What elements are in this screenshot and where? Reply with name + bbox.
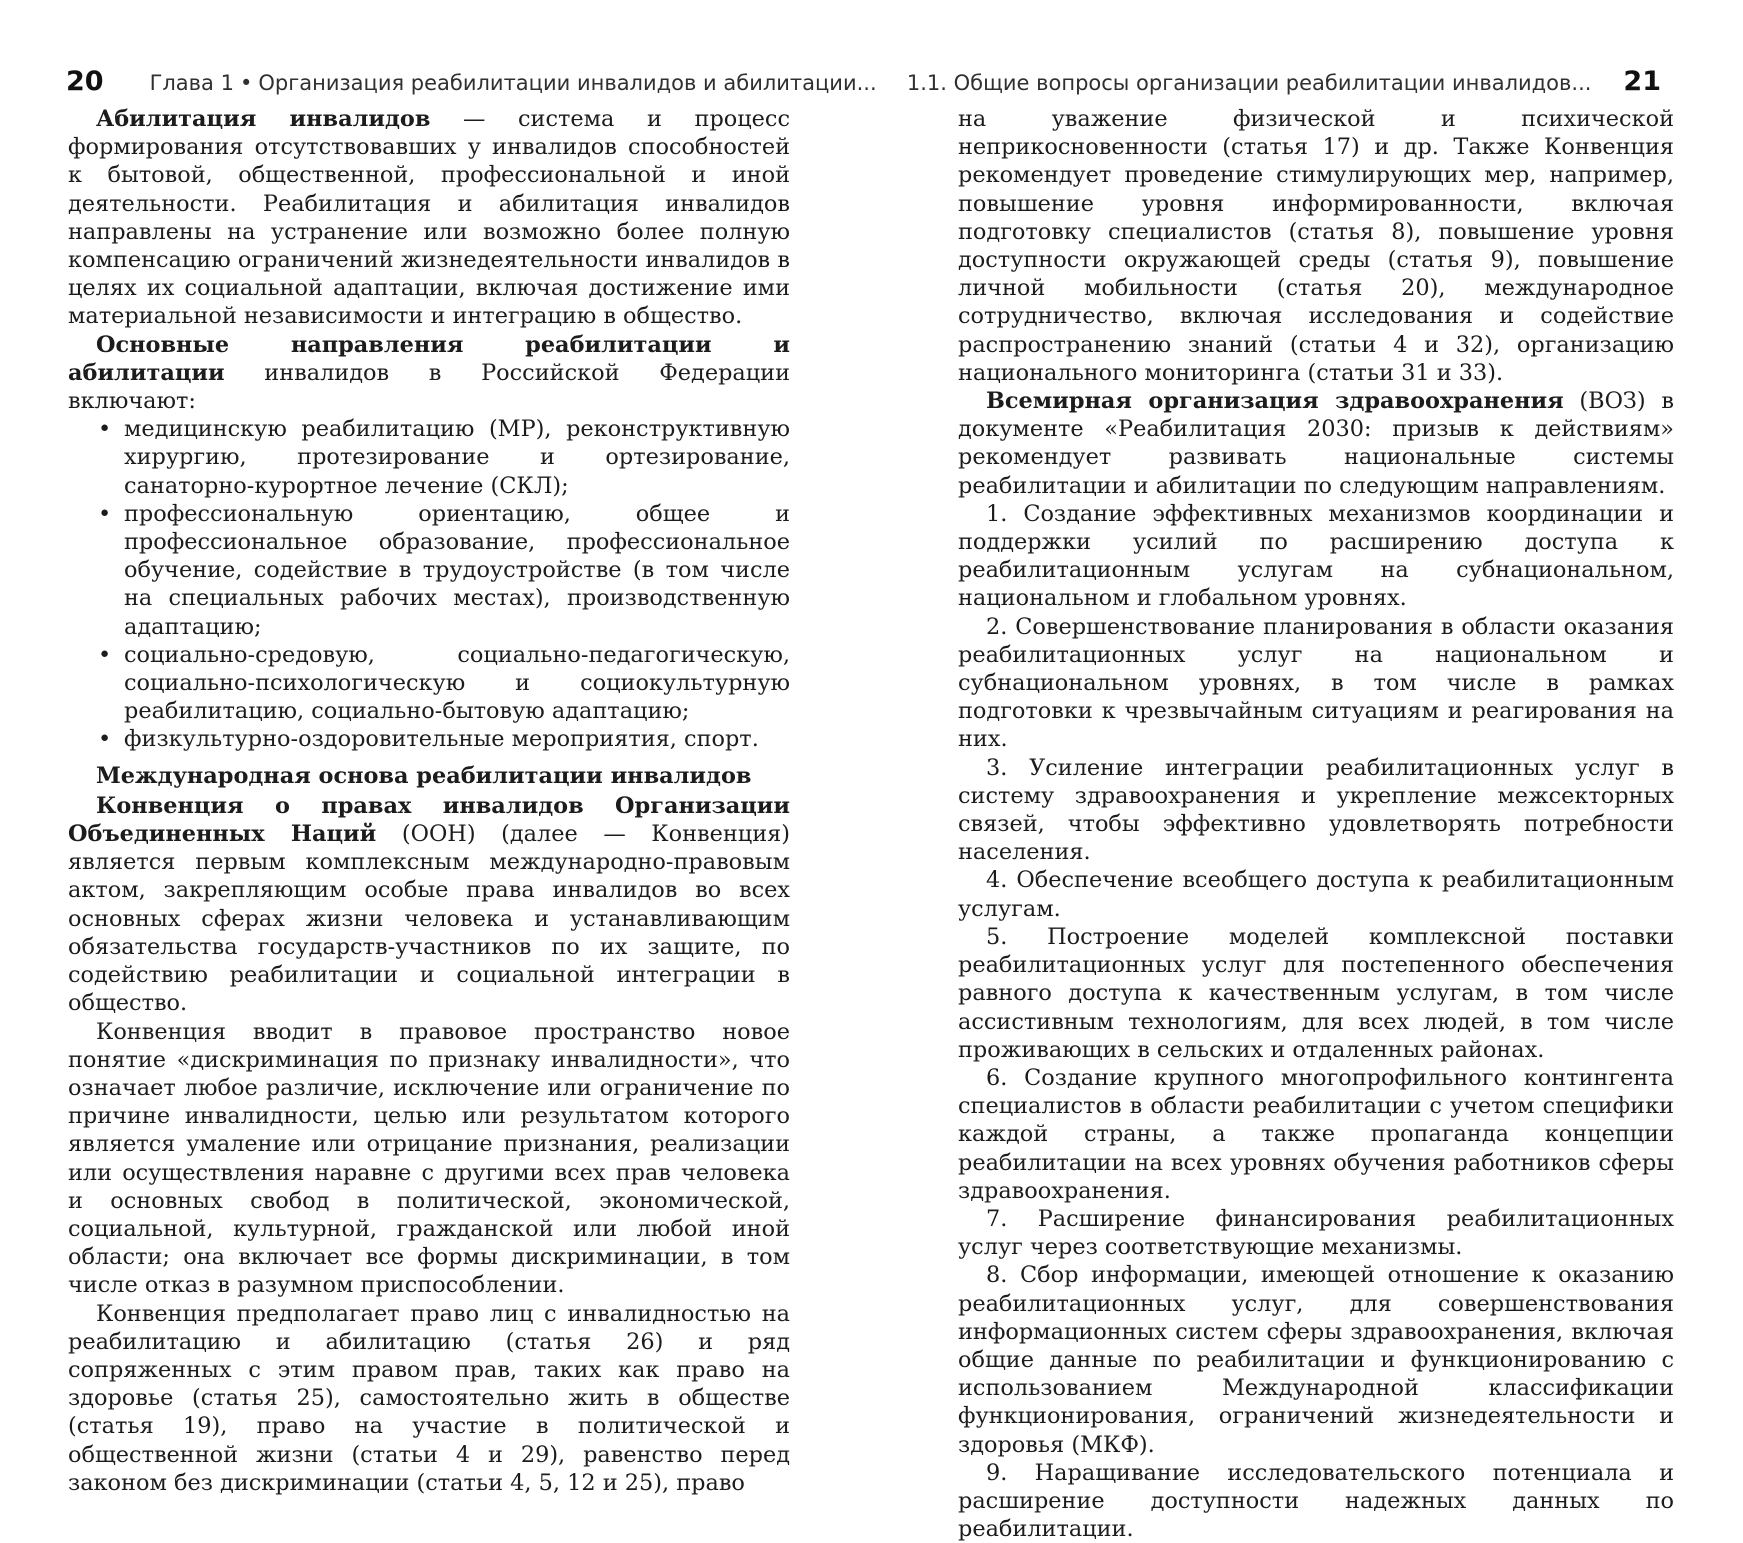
list-item: • социально-средовую, социально-педагогическую, социально-психологическую и социокультурную реабилитацию, социально-бытовую адаптацию; (98, 641, 790, 725)
section-title: 1.1. Общие вопросы организации реабилитации инвалидов... (906, 71, 1592, 95)
running-header-right (907, 62, 1661, 102)
term: Конвенция о правах инвалидов Организации Объединенных Наций (68, 792, 790, 848)
left-page (0, 0, 877, 1496)
section-heading: Международная основа реабилитации инвалидов (96, 762, 752, 789)
paragraph: Конвенция о правах инвалидов Организации Объединенных Наций (ООН) (далее — Конвенция) является первым комплексным международно-правовым актом, закрепляющим особые права инвалидов во всех основных сферах жизни человека и устанавливающим обязательства государств-участников по их защите, по содействию реабилитации и социальной интеграции в общество. (68, 792, 790, 1017)
term: Всемирная организация здравоохранения (986, 388, 1564, 415)
numbered-item: 7. Расширение финансирования реабилитационных услуг через соответствующие механизмы. (958, 1205, 1674, 1261)
list-item: • медицинскую реабилитацию (МР), реконструктивную хирургию, протезирование и ортезирование, санаторно-курортное лечение (СКЛ); (98, 416, 790, 499)
numbered-item: 6. Создание крупного многопрофильного контингента специалистов в области реабилитации с учетом специфики каждой страны, а также пропаганда концепции реабилитации на всех уровнях обучения работников сферы здравоохранения. (958, 1064, 1674, 1204)
numbered-item: 2. Совершенствование планирования в области оказания реабилитационных услуг на национальном и субнациональном уровнях, в том числе в рамках подготовки к чрезвычайным ситуациям и реагирования на них. (958, 613, 1674, 753)
term: Абилитация инвалидов (96, 106, 431, 132)
paragraph: на уважение физической и психической неприкосновенности (статья 17) и др. Также Конвенция рекомендует проведение стимулирующих мер, например, повышение уровня информированности, включая подготовку специалистов (статья 8), повышение уровня доступности окружающей среды (статья 9), повышение личной мобильности (статья 20), международное сотрудничество, включая исследования и содействие распространению знаний (статьи 4 и 32), организацию национального мониторинга (статьи 31 и 33). (958, 106, 1674, 386)
bullet-icon: • (98, 416, 112, 443)
paragraph: Конвенция вводит в правовое пространство новое понятие «дискриминация по признаку инвалидности», что означает любое различие, исключение или ограничение по причине инвалидности, целью или результатом которого является умаление или отрицание признания, реализации или осуществления наравне с другими всех прав человека и основных свобод в политической, экономической, социальной, культурной, гражданской или любой иной области; она включает все формы дискриминации, в том числе отказ в разумном приспособлении. (68, 1018, 790, 1299)
bullet-list (68, 415, 790, 753)
numbered-item: 3. Усиление интеграции реабилитационных услуг в систему здравоохранения и укрепление межсекторных связей, чтобы эффективно удовлетворять потребности населения. (958, 754, 1674, 866)
paragraph: Всемирная организация здравоохранения (ВОЗ) в документе «Реабилитация 2030: призыв к действиям» рекомендует развивать национальные системы реабилитации и абилитации по следующим направлениям. (958, 388, 1674, 499)
right-page (870, 0, 1743, 1543)
bullet-icon: • (98, 726, 112, 753)
numbered-item: 9. Наращивание исследовательского потенциала и расширение доступности надежных данных по реабилитации. (958, 1459, 1674, 1543)
bullet-icon: • (98, 500, 112, 527)
paragraph: Абилитация инвалидов — система и процесс формирования отсутствовавших у инвалидов способностей к бытовой, общественной, профессиональной и иной деятельности. Реабилитация и абилитация инвалидов направлены на устранение или возможно более полную компенсацию ограничений жизнедеятельности инвалидов в целях их социальной адаптации, включая достижение ими материальной независимости и интеграцию в общество. (68, 106, 790, 330)
chapter-label: Глава 1 (149, 71, 234, 95)
right-page-body (958, 105, 1674, 1543)
running-header-left (66, 62, 877, 102)
chapter-title: Организация реабилитации инвалидов и абилитации... (258, 71, 877, 95)
numbered-item: 8. Сбор информации, имеющей отношение к оказанию реабилитационных услуг, для совершенствования информационных систем сферы здравоохранения, включая общие данные по реабилитации и функционированию с использованием Международной классификации функционирования, ограничений жизнедеятельности и здоровья (МКФ). (958, 1262, 1674, 1458)
numbered-item: 4. Обеспечение всеобщего доступа к реабилитационным услугам. (958, 867, 1674, 922)
page-number: 21 (1623, 66, 1661, 97)
paragraph: Основные направления реабилитации и абилитации инвалидов в Российской Федерации включают: (68, 331, 790, 415)
term: Основные направления реабилитации и абилитации (68, 331, 790, 386)
header-separator: • (239, 71, 253, 95)
numbered-item: 5. Построение моделей комплексной поставки реабилитационных услуг для постепенного обеспечения равного доступа к качественным услугам, в том числе ассистивным технологиям, для всех людей, в том числе проживающих в сельских и отдаленных районах. (958, 923, 1674, 1063)
paragraph: Конвенция предполагает право лиц с инвалидностью на реабилитацию и абилитацию (статья 26) и ряд сопряженных с этим правом прав, таких как право на здоровье (статья 25), самостоятельно жить в обществе (статья 19), право на участие в политической и общественной жизни (статьи 4 и 29), равенство перед законом без дискриминации (статьи 4, 5, 12 и 25), право (68, 1300, 790, 1496)
numbered-item: 1. Создание эффективных механизмов координации и поддержки усилий по расширению доступа к реабилитационным услугам на субнациональном, национальном и глобальном уровнях. (958, 500, 1674, 612)
list-item: • профессиональную ориентацию, общее и профессиональное образование, профессиональное обучение, содействие в трудоустройстве (в том числе на специальных рабочих местах), производственную адаптацию; (98, 500, 790, 640)
bullet-icon: • (98, 641, 112, 668)
page-number: 20 (66, 66, 104, 97)
left-page-body (68, 105, 790, 1497)
list-item: • физкультурно-оздоровительные мероприятия, спорт. (98, 726, 759, 753)
